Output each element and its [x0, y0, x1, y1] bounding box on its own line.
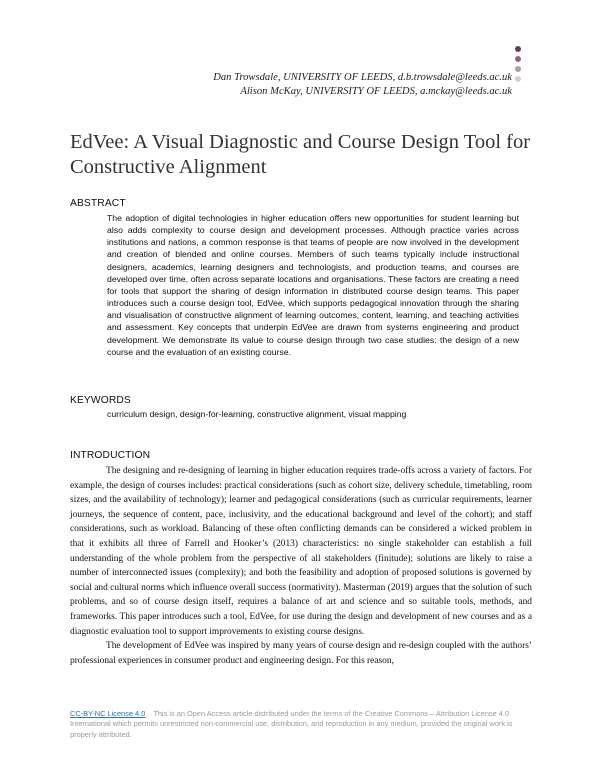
abstract-heading: ABSTRACT	[70, 198, 126, 209]
paper-title: EdVee: A Visual Diagnostic and Course Design Tool for Constructive Alignment	[70, 131, 531, 178]
decorative-dots	[515, 46, 523, 86]
author-line: Dan Trowsdale, UNIVERSITY OF LEEDS, d.b.trowsdale@leeds.ac.uk	[213, 72, 512, 83]
license-link[interactable]: CC-BY-NC License 4.0	[70, 709, 146, 718]
dot-icon	[515, 46, 521, 52]
author-line: Alison McKay, UNIVERSITY OF LEEDS, a.mckay@leeds.ac.uk	[240, 85, 512, 97]
dot-icon	[515, 56, 521, 62]
body-paragraph: The designing and re-designing of learning in higher education requires trade-offs across a variety of factors. For example, the design of courses includes: practical considerations (such as cohort size, delivery schedule, timetabling, room sizes, and the availability of technology); learner and pedagogical considerations (such as curricular requirements, learner journeys, the sequence of content, pace, inclusivity, and the educational background and level of the cohort); and staff considerations, such as workload. Balancing of these often conflicting demands can be considered a wicked problem in that it exhibits all three of Farrell and Hooker’s (2013) characteristics: no single stakeholder can establish a full understanding of the whole problem from the perspective of all stakeholders (finitude); solutions are likely to raise a number of interconnected issues (complexity); and both the feasibility and adoption of proposed solutions is governed by social and cultural norms which influence overall success (normativity). Masterman (2019) argues that the solution of such problems, and so of course design itself, requires a balance of art and science and so suitable tools, methods, and frameworks. This paper introduces such a tool, EdVee, for use during the design and development of new courses and as a diagnostic evaluation tool to support improvements to existing course designs.	[70, 466, 532, 637]
dot-icon	[515, 76, 521, 82]
abstract-text: The adoption of digital technologies in higher education offers new opportunities for student learning but also adds complexity to course design and development processes. Although practice varies across institutions and nations, a common response is that teams of people are now involved in the development and creation of blended and online courses. Members of such teams typically include instructional designers, academics, learning designers and technologists, and production teams, and courses are developed over time, often across separate locations and organisations. These factors are creating a need for tools that support the sharing of design information in distributed course design teams. This paper introduces such a course design tool, EdVee, which supports pedagogical innovation through the sharing and visualisation of constructive alignment of learning outcomes, content, learning, and teaching activities and assessment. Key concepts that underpin EdVee are drawn from systems engineering and product development. We demonstrate its value to course design through two case studies: the design of a new course and the evaluation of an existing course.	[107, 213, 519, 357]
license-footer	[70, 709, 532, 740]
dot-icon	[515, 66, 521, 72]
keywords-text: curriculum design, design-for-learning, constructive alignment, visual mapping	[107, 409, 407, 419]
author-block	[213, 71, 512, 98]
keywords-heading: KEYWORDS	[70, 395, 131, 406]
introduction-body	[70, 464, 532, 668]
body-paragraph: The development of EdVee was inspired by many years of course design and re-design coupled with the authors’ professional experiences in consumer product and engineering design. For this reason,	[70, 641, 532, 666]
license-text: This is an Open Access article distributed under the terms of the Creative Commons – Attribution License 4.0 International which permits unrestricted non-commercial use, distribution, and reproduction in any medium, provided the original work is properly attributed.	[70, 709, 513, 739]
introduction-heading: INTRODUCTION	[70, 450, 151, 461]
